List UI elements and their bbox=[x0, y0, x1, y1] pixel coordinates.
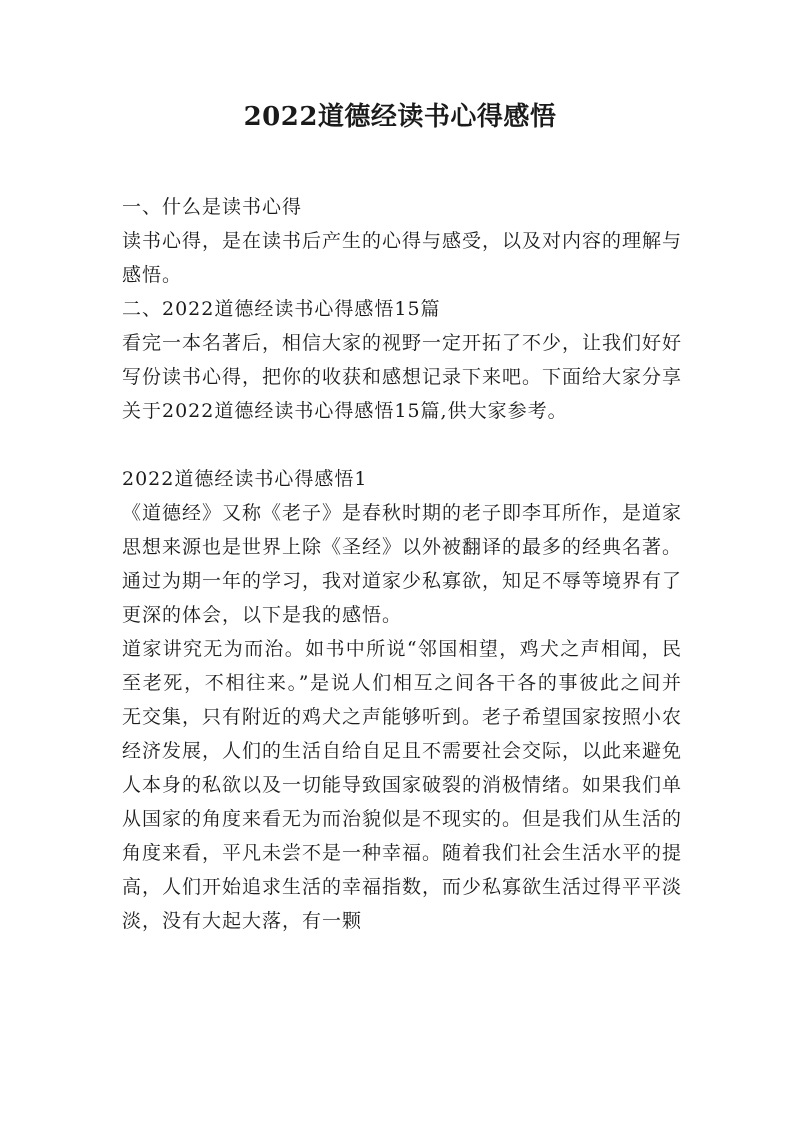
heading-what-is-reading-notes: 一、什么是读书心得 bbox=[122, 196, 303, 218]
document-body bbox=[122, 190, 682, 938]
paragraph-introduction: 看完一本名著后，相信大家的视野一定开拓了不少，让我们好好写份读书心得，把你的收获和感想记录下来吧。下面给大家分享关于2022道德经读书心得感悟15篇,供大家参考。 bbox=[122, 332, 683, 422]
paragraph-essay-1-body: 道家讲究无为而治。如书中所说“邻国相望，鸡犬之声相闻，民至老死，不相往来。”是说人们相互之间各干各的事彼此之间并无交集，只有附近的鸡犬之声能够听到。老子希望国家按照小农经济发展，人们的生活自给自足且不需要社会交际，以此来避免人本身的私欲以及一切能导致国家破裂的消极情绪。如果我们单从国家的角度来看无为而治貌似是不现实的。但是我们从生活的角度来看，平凡未尝不是一种幸福。随着我们社会生活水平的提高，人们开始追求生活的幸福指数，而少私寡欲生活过得平平淡淡，没有大起大落，有一颗 bbox=[122, 638, 683, 932]
blank-line bbox=[122, 428, 682, 462]
heading-fifteen-essays: 二、2022道德经读书心得感悟15篇 bbox=[122, 298, 441, 320]
paragraph-essay-1-intro: 《道德经》又称《老子》是春秋时期的老子即李耳所作，是道家思想来源也是世界上除《圣经》以外被翻译的最多的经典名著。通过为期一年的学习，我对道家少私寡欲，知足不辱等境界有了更深的体会，以下是我的感悟。 bbox=[122, 502, 683, 626]
heading-essay-1: 2022道德经读书心得感悟1 bbox=[122, 468, 368, 490]
paragraph-definition: 读书心得，是在读书后产生的心得与感受，以及对内容的理解与感悟。 bbox=[122, 230, 683, 286]
document-title: 2022道德经读书心得感悟 bbox=[243, 102, 557, 132]
